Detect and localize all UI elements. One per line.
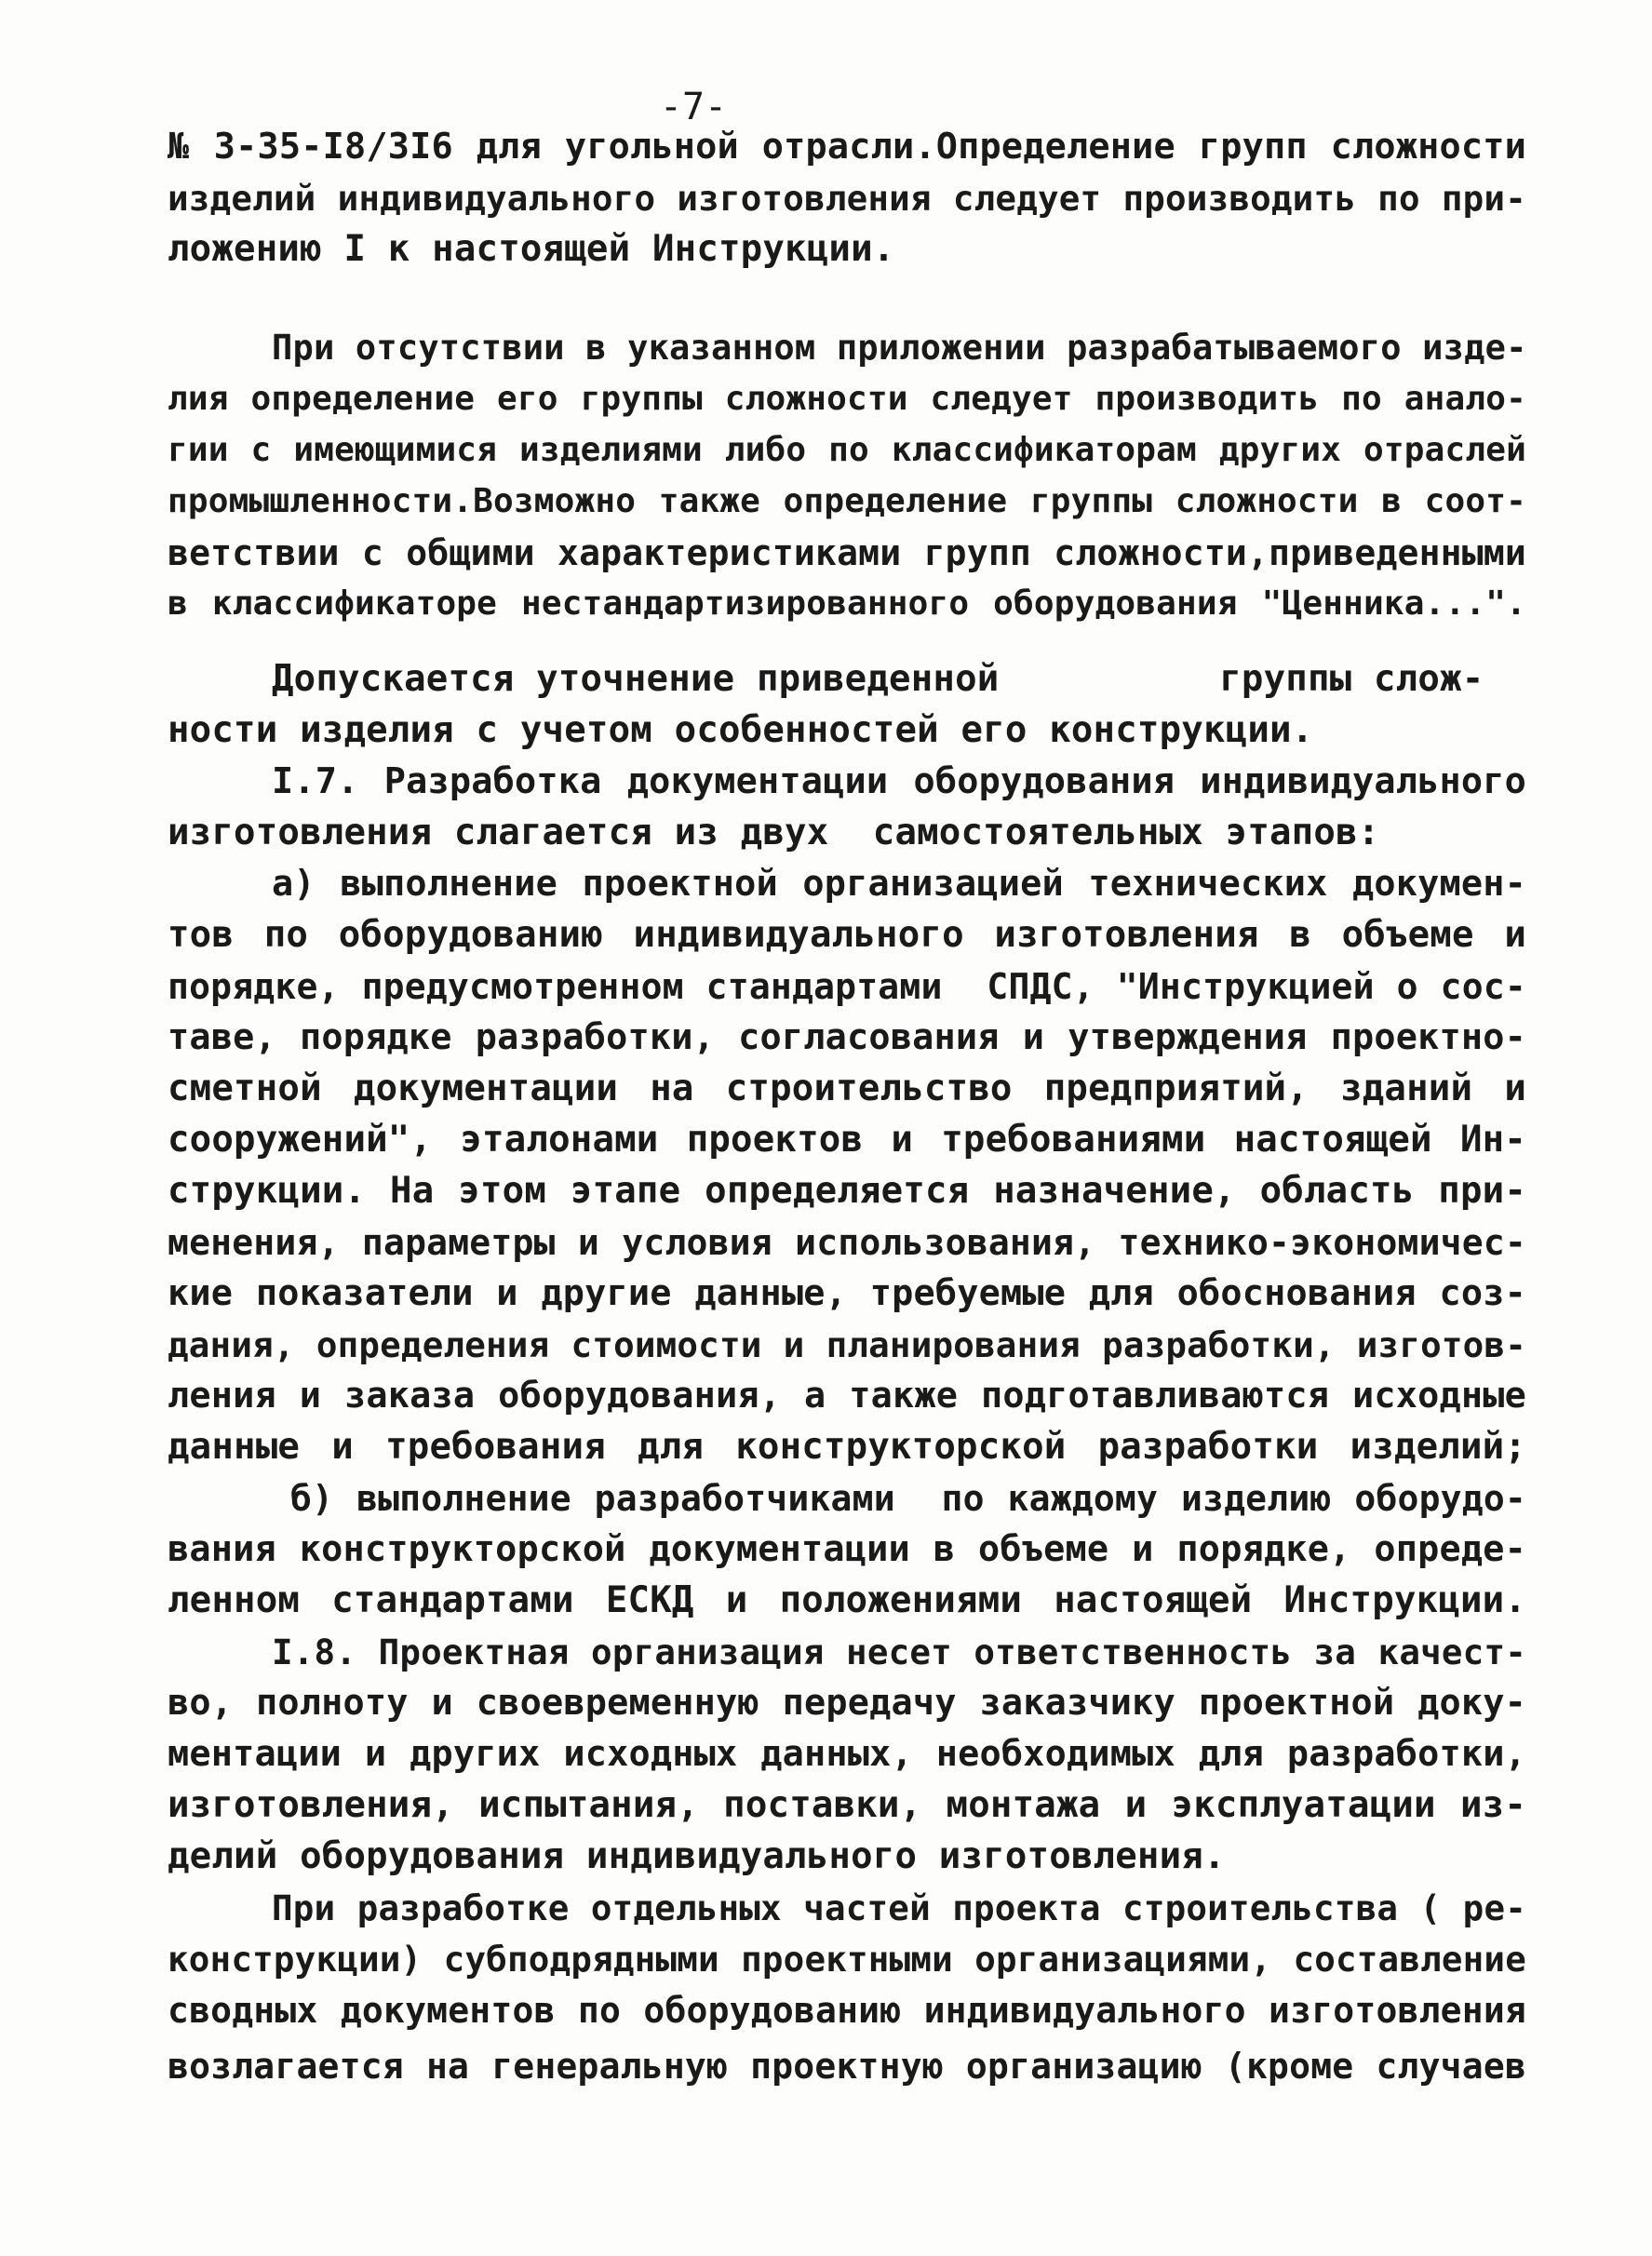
text-line: ментации и других исходных данных, необходимых для разработки, [168, 1733, 1526, 1775]
text-line: При разработке отдельных частей проекта строительства ( ре- [272, 1887, 1526, 1928]
text-line: При отсутствии в указанном приложении разрабатываемого изде- [272, 328, 1527, 368]
text-line: вания конструкторской документации в объеме и порядке, опреде- [168, 1528, 1526, 1570]
text-line: таве, порядке разработки, согласования и утверждения проектно- [168, 1016, 1526, 1058]
text-line: промышленности.Возможно также определение группы сложности в соот- [168, 482, 1526, 520]
text-line: ложению I к настоящей Инструкции. [168, 228, 895, 270]
text-line: б) выполнение разработчиками по каждому изделию оборудо- [290, 1478, 1526, 1519]
text-line: тов по оборудованию индивидуального изготовления в объеме и [168, 914, 1526, 956]
text-line: менения, параметры и условия использования, технико-экономичес- [168, 1222, 1526, 1263]
text-line: изделий индивидуального изготовления следует производить по при- [168, 178, 1526, 219]
text-line: I.7. Разработка документации оборудования индивидуального [272, 760, 1526, 802]
text-line: а) выполнение проектной организацией технических докумен- [272, 863, 1526, 905]
text-line: Допускается уточнение приведенной группы слож- [272, 658, 1484, 700]
text-line: струкции. На этом этапе определяется назначение, область при- [168, 1170, 1526, 1212]
text-line: делий оборудования индивидуального изготовления. [168, 1835, 1226, 1877]
text-line: возлагается на генеральную проектную организацию (кроме случаев [168, 2046, 1526, 2087]
text-line: сметной документации на строительство предприятий, зданий и [168, 1068, 1526, 1109]
page-number: -7- [659, 86, 728, 128]
text-line: ленном стандартами ЕСКД и положениями настоящей Инструкции. [168, 1579, 1526, 1621]
text-line: I.8. Проектная организация несет ответственность за качест- [272, 1632, 1526, 1672]
text-line: № 3-35-I8/3I6 для угольной отрасли.Определение групп сложности [168, 126, 1526, 168]
text-line: во, полноту и своевременную передачу заказчику проектной доку- [168, 1682, 1526, 1724]
text-line: гии с имеющимися изделиями либо по классификаторам других отраслей [168, 431, 1526, 469]
text-line: изготовления слагается из двух самостоятельных этапов: [168, 812, 1380, 853]
text-line: порядке, предусмотренном стандартами СПДС, "Инструкцией о сос- [168, 966, 1526, 1007]
text-line: изготовления, испытания, поставки, монтажа и эксплуатации из- [168, 1784, 1526, 1826]
text-line: дания, определения стоимости и планирования разработки, изготов- [168, 1324, 1526, 1365]
text-line: сооружений", эталонами проектов и требованиями настоящей Ин- [168, 1119, 1526, 1161]
text-line: в классификаторе нестандартизированного оборудования "Ценника...". [168, 584, 1526, 623]
text-line: конструкции) субподрядными проектными организациями, составление [168, 1939, 1526, 1980]
text-line: данные и требования для конструкторской разработки изделий; [168, 1426, 1526, 1468]
text-line: ветствии с общими характеристиками групп сложности,приведенными [168, 532, 1526, 573]
text-line: сводных документов по оборудованию индивидуального изготовления [168, 1990, 1526, 2031]
text-line: лия определение его группы сложности следует производить по анало- [168, 380, 1526, 418]
text-line: кие показатели и другие данные, требуемые для обоснования соз- [168, 1272, 1526, 1314]
text-line: ности изделия с учетом особенностей его конструкции. [168, 709, 1314, 751]
text-line: ления и заказа оборудования, а также подготавливаются исходные [168, 1375, 1526, 1417]
